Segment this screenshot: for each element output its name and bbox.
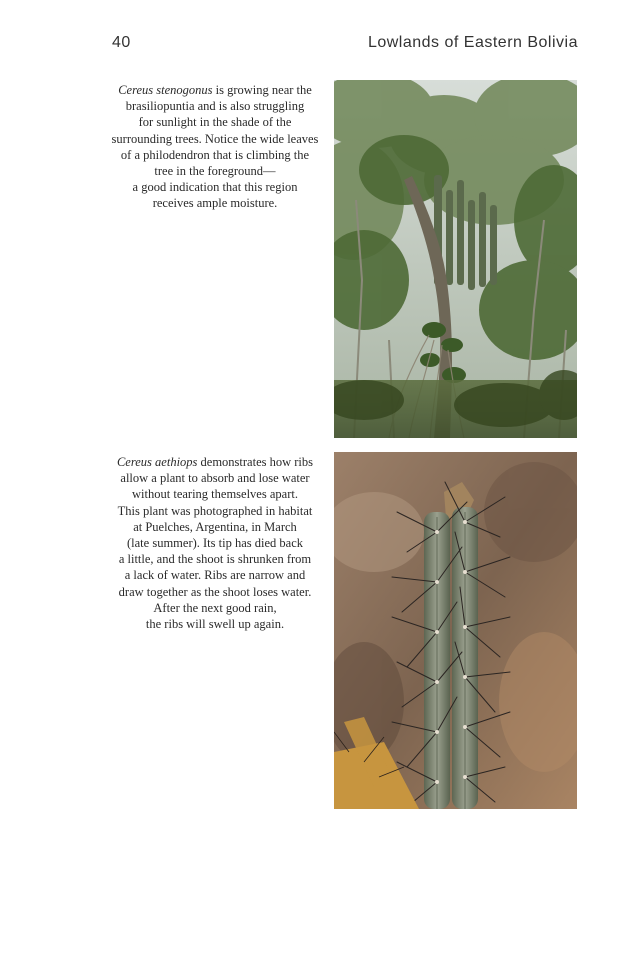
caption-line: of a philodendron that is climbing the bbox=[120, 147, 310, 162]
running-head: Lowlands of Eastern Bolivia bbox=[367, 34, 578, 51]
caption-line: receives ample moisture. bbox=[152, 196, 278, 211]
forest-cactus-photo bbox=[334, 80, 577, 438]
caption-line: the ribs will swell up again. bbox=[145, 617, 285, 632]
spiny-cactus-photo bbox=[334, 452, 577, 809]
species-name: Cereus aethiops bbox=[116, 455, 198, 469]
caption-line: without tearing themselves apart. bbox=[132, 487, 298, 502]
caption-text: is growing near the bbox=[212, 83, 312, 97]
caption-line bbox=[110, 82, 320, 98]
figure-1-caption bbox=[110, 82, 320, 212]
page-number: 40 bbox=[112, 34, 131, 51]
caption-line: at Puelches, Argentina, in March bbox=[133, 519, 297, 534]
caption-line: This plant was photographed in habitat bbox=[117, 503, 313, 518]
caption-line: a lack of water. Ribs are narrow and bbox=[124, 568, 306, 583]
page-header bbox=[0, 34, 638, 58]
caption-line: tree in the foreground— bbox=[154, 164, 276, 179]
caption-line: allow a plant to absorb and lose water bbox=[120, 471, 310, 486]
caption-line: a good indication that this region bbox=[132, 180, 298, 195]
species-name: Cereus stenogonus bbox=[118, 83, 213, 97]
caption-line: draw together as the shoot loses water. bbox=[118, 584, 312, 599]
caption-line: surrounding trees. Notice the wide leaves bbox=[111, 131, 319, 146]
caption-line: a little, and the shoot is shrunken from bbox=[118, 552, 312, 567]
caption-line: After the next good rain, bbox=[153, 600, 277, 615]
figure-2-caption bbox=[108, 454, 322, 632]
caption-line bbox=[108, 454, 322, 470]
caption-line: brasiliopuntia and is also struggling bbox=[125, 99, 305, 114]
caption-line: (late summer). Its tip has died back bbox=[127, 536, 303, 551]
caption-text: demonstrates how ribs bbox=[197, 455, 314, 469]
caption-line: for sunlight in the shade of the bbox=[138, 115, 292, 130]
